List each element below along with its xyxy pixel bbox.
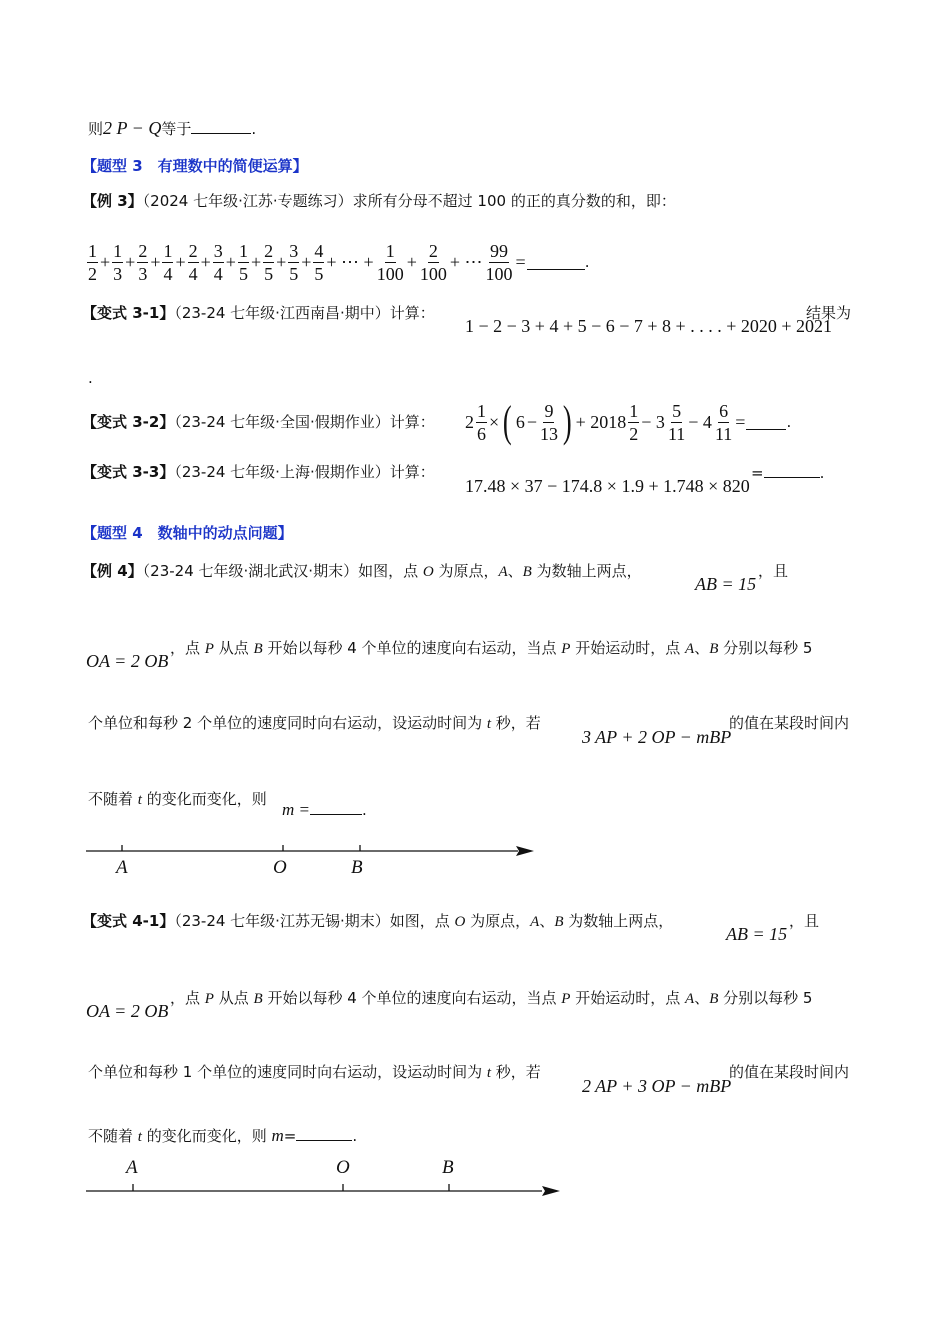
numerator: 1 bbox=[238, 240, 248, 261]
denominator: 6 bbox=[477, 423, 486, 444]
variant-4-1-line-1 bbox=[82, 911, 673, 932]
point-b: B bbox=[709, 991, 719, 1007]
answer-blank[interactable] bbox=[310, 800, 362, 815]
ex4-expression: 3 AP + 2 OP − mBP bbox=[582, 727, 732, 747]
intro-prefix: 则 bbox=[88, 120, 104, 138]
text: ，点 bbox=[170, 639, 205, 657]
example-4-line-1 bbox=[82, 561, 642, 582]
denominator: 100 bbox=[376, 263, 404, 284]
variant-text: 计算： bbox=[389, 304, 435, 322]
number-line-ex4 bbox=[86, 838, 546, 868]
axis-label-o: O bbox=[336, 1157, 350, 1178]
numerator: 2 bbox=[188, 240, 198, 261]
fraction bbox=[112, 241, 123, 284]
text: 秒，若 bbox=[491, 1063, 541, 1081]
example-text: 求所有分母不超过 100 的正的真分数的和，即： bbox=[352, 192, 676, 210]
text: 个单位和每秒 1 个单位的速度同时向右运动，设运动时间为 bbox=[88, 1063, 487, 1081]
axis-label-a: A bbox=[126, 1157, 138, 1178]
text: 不随着 bbox=[88, 790, 138, 808]
variant-3-1 bbox=[82, 303, 435, 323]
minus-sign: − bbox=[526, 412, 537, 432]
example-tag: 【例 3】 bbox=[82, 192, 143, 210]
point-b: B bbox=[709, 641, 719, 657]
ex4-m-answer bbox=[282, 800, 367, 820]
ab-equation: AB = 15 bbox=[695, 574, 757, 594]
intro-end: . bbox=[251, 120, 257, 138]
text: 、 bbox=[694, 989, 710, 1007]
section-heading-type4: 【题型 4 数轴中的动点问题】 bbox=[82, 524, 293, 542]
text: 为原点， bbox=[433, 562, 499, 580]
term: − 3 bbox=[641, 412, 665, 432]
text: 的值在某段时间内 bbox=[729, 1063, 850, 1081]
variant-3-1-end: . bbox=[88, 369, 93, 387]
equals-sign: = bbox=[515, 252, 526, 272]
text: 分别以每秒 5 bbox=[718, 639, 813, 657]
numerator: 1 bbox=[113, 240, 123, 261]
text: ，点 bbox=[170, 989, 205, 1007]
whole-number: 2 bbox=[465, 412, 474, 432]
text: 从点 bbox=[213, 639, 254, 657]
variant-3-1-after: 结果为 bbox=[806, 304, 852, 322]
intro-suffix: 等于 bbox=[161, 120, 192, 138]
text: 不随着 bbox=[88, 1127, 138, 1145]
example-tag: 【例 4】 bbox=[82, 562, 143, 580]
variant-3-1-expression: 1 − 2 − 3 + 4 + 5 − 6 − 7 + 8 + . . . . + 2020 + 2021 bbox=[465, 316, 833, 336]
answer-blank[interactable] bbox=[527, 255, 585, 270]
answer-blank[interactable] bbox=[296, 1126, 352, 1141]
plus-sign: + bbox=[250, 252, 262, 272]
axis-label-b: B bbox=[351, 857, 363, 878]
point-b: B bbox=[253, 991, 263, 1007]
point-a: A bbox=[685, 641, 695, 657]
denominator: 2 bbox=[629, 423, 639, 444]
oa-equation: OA = 2 OB bbox=[86, 1001, 169, 1021]
point-p: P bbox=[204, 991, 214, 1007]
variant-3-3-answer bbox=[751, 463, 824, 483]
denominator: 2 bbox=[88, 263, 97, 284]
right-paren: ) bbox=[562, 397, 572, 446]
variable-t: t bbox=[486, 1065, 492, 1081]
term: − 4 bbox=[688, 412, 712, 432]
variable-m: m bbox=[271, 1126, 284, 1145]
numerator: 4 bbox=[314, 240, 324, 261]
variant-text: 计算： bbox=[389, 463, 435, 481]
text: ，且 bbox=[758, 562, 789, 580]
text: 为原点， bbox=[465, 912, 531, 930]
variable-m: m = bbox=[282, 800, 310, 819]
variant-tag: 【变式 3-2】 bbox=[82, 413, 175, 431]
variable-t: t bbox=[486, 716, 492, 732]
v41-expression: 2 AP + 3 OP − mBP bbox=[582, 1076, 732, 1096]
numerator: 1 bbox=[163, 240, 173, 261]
denominator: 100 bbox=[485, 263, 513, 284]
fraction bbox=[213, 241, 224, 284]
plus-sign: + bbox=[301, 252, 312, 272]
denominator: 100 bbox=[419, 263, 447, 284]
intro-line bbox=[88, 118, 256, 139]
fraction bbox=[376, 241, 405, 284]
plus-sign: + bbox=[200, 252, 211, 272]
point-o: O bbox=[422, 564, 434, 580]
text: 开始运动时，点 bbox=[570, 989, 686, 1007]
variant-tag: 【变式 3-3】 bbox=[82, 463, 175, 481]
variant-source: （23-24 七年级·上海·假期作业） bbox=[174, 463, 390, 481]
fraction bbox=[188, 241, 199, 284]
point-a: A bbox=[498, 564, 508, 580]
plus-sign: + bbox=[175, 252, 186, 272]
denominator: 5 bbox=[264, 263, 274, 284]
example-4-line-3 bbox=[88, 713, 541, 734]
example-4-line-2 bbox=[170, 638, 812, 659]
left-paren: ( bbox=[503, 397, 512, 446]
numerator: 3 bbox=[289, 240, 299, 261]
text: ，且 bbox=[789, 912, 820, 930]
plus-sign: + bbox=[150, 252, 161, 272]
arrow-icon bbox=[516, 846, 534, 856]
axis-label-b: B bbox=[442, 1157, 454, 1178]
variant-tag: 【变式 3-1】 bbox=[82, 304, 175, 322]
answer-blank[interactable] bbox=[764, 463, 820, 478]
variant-source: （23-24 七年级·江西南昌·期中） bbox=[174, 304, 390, 322]
numerator: 2 bbox=[264, 240, 274, 261]
variant-3-2 bbox=[82, 412, 435, 432]
denominator: 11 bbox=[667, 423, 686, 444]
ellipsis: + ⋯ bbox=[449, 252, 483, 272]
numerator: 1 bbox=[385, 240, 395, 261]
times-sign: × bbox=[489, 412, 500, 432]
axis-label-a: A bbox=[116, 857, 128, 878]
point-b: B bbox=[253, 641, 263, 657]
end-dot: . bbox=[362, 801, 367, 819]
text: 为数轴上两点， bbox=[563, 912, 674, 930]
end-dot: . bbox=[819, 464, 825, 482]
text: 、 bbox=[507, 562, 523, 580]
denominator: 5 bbox=[289, 263, 299, 284]
section-heading-type3: 【题型 3 有理数中的简便运算】 bbox=[82, 157, 308, 175]
variant-4-1-line-4 bbox=[88, 1126, 357, 1147]
fraction bbox=[628, 401, 639, 444]
term: + 2018 bbox=[575, 412, 627, 432]
denominator: 11 bbox=[714, 423, 733, 444]
denominator: 5 bbox=[314, 263, 324, 284]
example-source: （2024 七年级·江苏·专题练习） bbox=[142, 192, 353, 210]
point-b: B bbox=[554, 914, 564, 930]
variant-3-2-expression bbox=[464, 397, 792, 446]
arrow-icon bbox=[542, 1186, 560, 1196]
denominator: 3 bbox=[113, 263, 123, 284]
denominator: 3 bbox=[138, 263, 148, 284]
text: 秒，若 bbox=[491, 714, 541, 732]
numerator: 5 bbox=[672, 400, 682, 421]
equals-sign: = bbox=[751, 464, 764, 482]
variant-tag: 【变式 4-1】 bbox=[82, 912, 175, 930]
numerator: 1 bbox=[629, 400, 639, 421]
equals-sign: = bbox=[283, 1127, 297, 1145]
numerator: 1 bbox=[477, 400, 486, 421]
text: 的变化而变化，则 bbox=[141, 1127, 272, 1145]
fraction bbox=[263, 241, 274, 284]
denominator: 4 bbox=[163, 263, 173, 284]
fraction bbox=[238, 241, 249, 284]
numerator: 9 bbox=[544, 400, 554, 421]
variant-source: （23-24 七年级·全国·假期作业） bbox=[174, 413, 390, 431]
text: 的值在某段时间内 bbox=[729, 714, 850, 732]
plus-sign: + bbox=[225, 252, 236, 272]
variant-source: （23-24 七年级·江苏无锡·期末） bbox=[174, 912, 390, 930]
fraction bbox=[714, 401, 733, 444]
point-b: B bbox=[522, 564, 532, 580]
point-a: A bbox=[530, 914, 540, 930]
numerator: 6 bbox=[719, 400, 729, 421]
text: 如图，点 bbox=[389, 912, 455, 930]
numerator: 1 bbox=[88, 240, 97, 261]
plus-sign: + bbox=[125, 252, 136, 272]
example-3 bbox=[82, 191, 676, 211]
denominator: 13 bbox=[539, 423, 558, 444]
plus-sign: + bbox=[406, 252, 417, 272]
fraction bbox=[313, 241, 324, 284]
end-dot: . bbox=[584, 253, 590, 271]
end-dot: . bbox=[786, 413, 792, 431]
axis-label-o: O bbox=[273, 857, 287, 878]
point-o: O bbox=[454, 914, 466, 930]
fraction bbox=[162, 241, 173, 284]
ellipsis: + ⋯ + bbox=[326, 252, 374, 272]
text: 开始以每秒 4 个单位的速度向右运动，当点 bbox=[262, 639, 562, 657]
variant-4-1-line-3 bbox=[88, 1062, 541, 1083]
variant-text: 计算： bbox=[389, 413, 435, 431]
denominator: 5 bbox=[238, 263, 248, 284]
point-p: P bbox=[561, 991, 571, 1007]
text: 、 bbox=[539, 912, 555, 930]
numerator: 3 bbox=[213, 240, 223, 261]
fraction bbox=[485, 241, 514, 284]
numerator: 99 bbox=[490, 240, 509, 261]
end-dot: . bbox=[352, 1127, 358, 1145]
fraction bbox=[288, 241, 299, 284]
text: 开始运动时，点 bbox=[570, 639, 686, 657]
ab-equation: AB = 15 bbox=[726, 924, 788, 944]
intro-expression: 2 P − Q bbox=[103, 118, 162, 138]
text: 、 bbox=[694, 639, 710, 657]
fraction bbox=[539, 401, 559, 444]
fraction bbox=[419, 241, 448, 284]
number: 6 bbox=[515, 412, 525, 432]
numerator: 2 bbox=[428, 240, 438, 261]
text: 分别以每秒 5 bbox=[718, 989, 813, 1007]
example-source: （23-24 七年级·湖北武汉·期末） bbox=[142, 562, 359, 580]
text: 从点 bbox=[213, 989, 254, 1007]
example-4-line-4 bbox=[88, 789, 267, 810]
answer-blank[interactable] bbox=[191, 119, 251, 134]
point-p: P bbox=[204, 641, 214, 657]
variant-4-1-line-2 bbox=[170, 988, 812, 1009]
variable-t: t bbox=[137, 1129, 142, 1145]
variant-3-3-expression: 17.48 × 37 − 174.8 × 1.9 + 1.748 × 820 bbox=[465, 476, 750, 496]
fraction bbox=[476, 401, 487, 444]
text: 个单位和每秒 2 个单位的速度同时向右运动，设运动时间为 bbox=[88, 714, 487, 732]
plus-sign: + bbox=[100, 252, 111, 272]
variant-3-3 bbox=[82, 462, 435, 482]
plus-sign: + bbox=[276, 252, 287, 272]
denominator: 4 bbox=[213, 263, 223, 284]
answer-blank[interactable] bbox=[746, 415, 786, 430]
text: 开始以每秒 4 个单位的速度向右运动，当点 bbox=[262, 989, 562, 1007]
text: 为数轴上两点， bbox=[531, 562, 642, 580]
fraction bbox=[667, 401, 686, 444]
point-a: A bbox=[685, 991, 695, 1007]
numerator: 2 bbox=[138, 240, 148, 261]
fraction bbox=[137, 241, 148, 284]
number-line-v41 bbox=[86, 1181, 566, 1201]
fraction bbox=[87, 241, 98, 284]
variable-t: t bbox=[137, 792, 142, 808]
denominator: 4 bbox=[188, 263, 198, 284]
point-p: P bbox=[561, 641, 571, 657]
oa-equation: OA = 2 OB bbox=[86, 651, 169, 671]
fraction-sum-formula bbox=[86, 240, 589, 284]
text: 的变化而变化，则 bbox=[141, 790, 267, 808]
text: 如图，点 bbox=[358, 562, 423, 580]
equals-sign: = bbox=[735, 412, 746, 432]
